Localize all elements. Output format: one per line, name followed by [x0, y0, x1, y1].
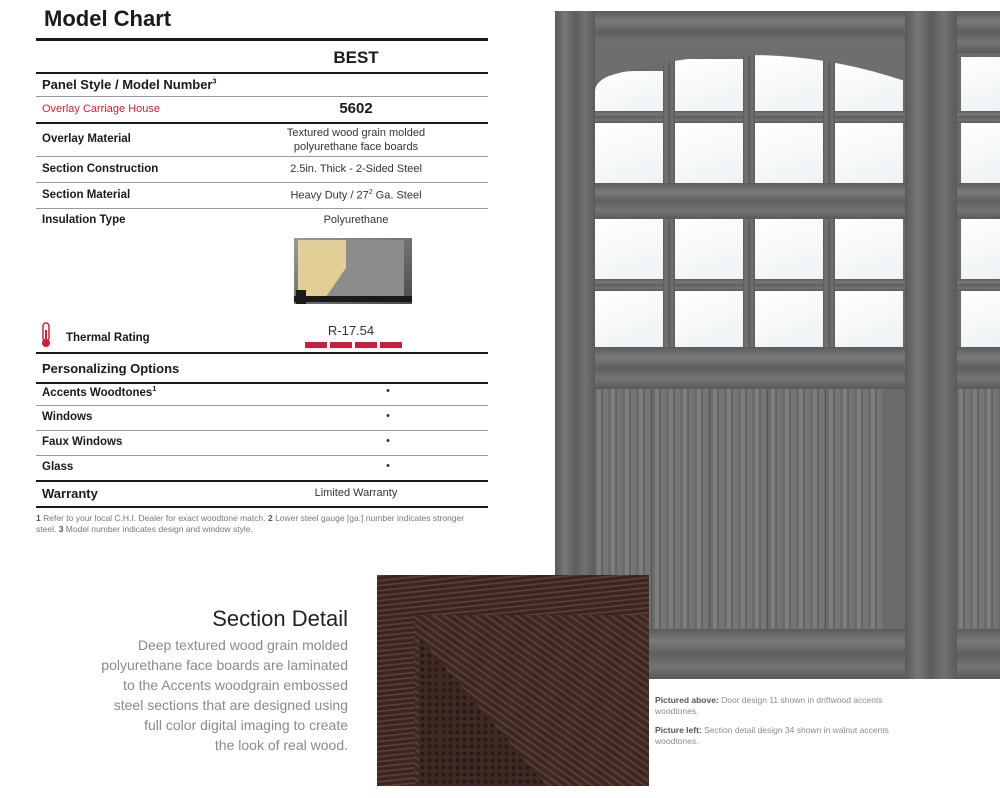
personalizing-title: Personalizing Options: [42, 361, 180, 376]
insulation-value: Polyurethane: [323, 214, 389, 226]
section-detail-text: Deep textured wood grain molded polyurethane face boards are laminated to the Accents woodgrain embossed steel sections that are designed using full color digital imaging to create the look of real wood.: [101, 637, 348, 753]
panel-style-row: [36, 72, 488, 97]
spec-value: Heavy Duty / $27^2$ Ga. Steel: [290, 189, 422, 202]
option-row: [36, 430, 488, 456]
spec-label: Overlay Material: [42, 133, 131, 145]
option-value: •: [386, 460, 390, 472]
option-value: •: [386, 435, 390, 447]
spec-value: Textured wood grain molded polyurethane face boards: [286, 127, 426, 153]
panel-style-label: Panel Style / Model Number$^3$: [42, 77, 217, 92]
warranty-label: Warranty: [42, 486, 98, 501]
option-label: Glass: [42, 461, 74, 473]
spec-label: Section Material: [42, 189, 131, 201]
insulation-label: Insulation Type: [42, 214, 126, 226]
spec-value: 2.5in. Thick - 2-Sided Steel: [290, 163, 422, 175]
option-row: [36, 380, 488, 406]
thermal-bar: [330, 342, 352, 348]
section-detail-title: Section Detail: [212, 606, 348, 631]
caption-pictured-above: Pictured above: Door design 11 shown in driftwood accents woodtones.: [655, 695, 883, 716]
thermometer-icon: [40, 322, 52, 348]
option-row: [36, 405, 488, 431]
option-value: •: [386, 385, 390, 397]
model-name: Overlay Carriage House: [42, 103, 160, 115]
spec-label: Section Construction: [42, 163, 159, 175]
spec-row-overlay: [36, 122, 488, 157]
page-title: Model Chart: [44, 6, 172, 31]
option-label: Accents Woodtones$^1$: [42, 386, 157, 399]
column-header: BEST: [333, 48, 379, 67]
warranty-value: Limited Warranty: [314, 487, 398, 499]
footnotes: 1 Refer to your local C.H.I. Dealer for exact woodtone match. 2 Lower steel gauge [ga.] number indicates stronger steel. 3 Model number indicates design and window style.: [36, 513, 465, 534]
insulation-cross-section-image: [294, 238, 412, 308]
thermal-value: R-17.54: [327, 323, 375, 338]
thermal-row: [36, 320, 488, 350]
model-row: [36, 96, 488, 124]
option-value: •: [386, 410, 390, 422]
thermal-bar: [355, 342, 377, 348]
title-rule: [36, 38, 488, 41]
spec-row-construction: [36, 156, 488, 183]
thermal-bar: [305, 342, 327, 348]
thermal-label: Thermal Rating: [66, 332, 150, 344]
option-label: Faux Windows: [42, 436, 123, 448]
column-header-row: [36, 42, 488, 74]
thermal-bar: [380, 342, 402, 348]
warranty-row: [36, 481, 488, 508]
model-number: 5602: [339, 100, 373, 117]
option-row: [36, 455, 488, 482]
spec-row-material: [36, 182, 488, 209]
section-detail-photo: [377, 575, 649, 786]
option-label: Windows: [42, 411, 93, 423]
caption-picture-left: Picture left: Section detail design 34 shown in walnut accents woodtones.: [655, 725, 889, 746]
